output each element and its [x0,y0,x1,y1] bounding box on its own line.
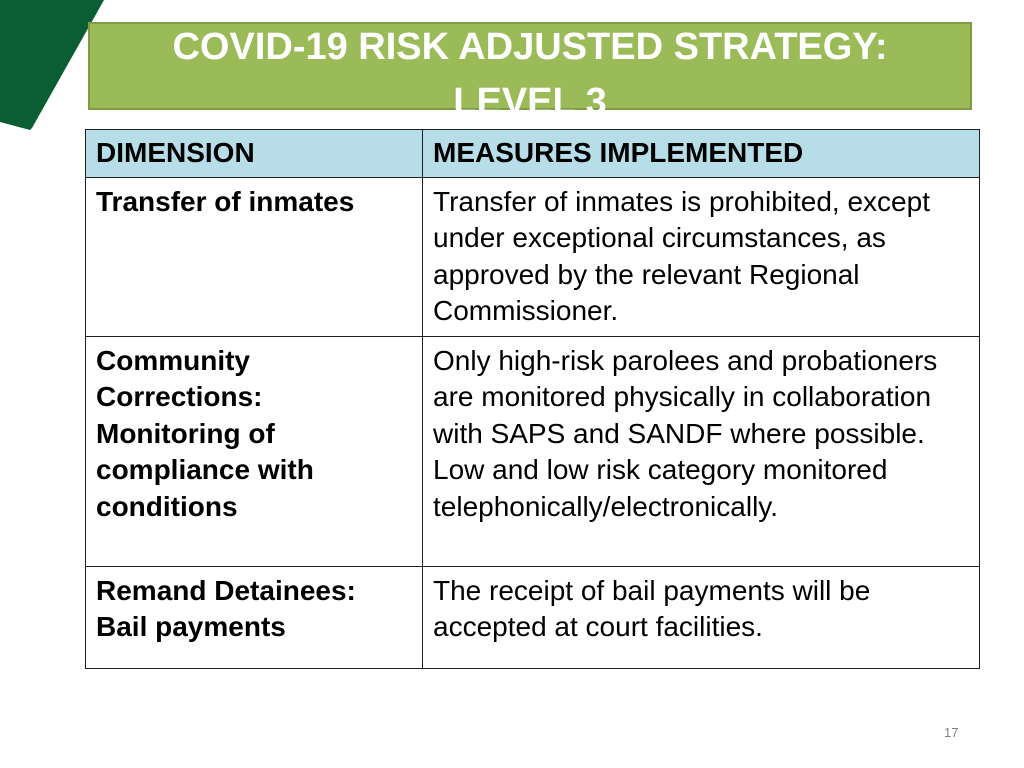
table-row [86,336,980,566]
table-row [86,177,980,336]
measures-table [85,129,980,669]
measure-text: Transfer of inmates is prohibited, except under exceptional circumstances, as approved by the relevant Regional Commissioner. [433,185,930,326]
dimension-cell: Remand Detainees: Bail payments [86,566,423,668]
dimension-cell: Community Corrections: Monitoring of compliance with conditions [86,336,423,566]
measure-text: Low and low risk category monitored telephonically/electronically. [433,454,888,522]
dimension-cell: Transfer of inmates [86,177,423,336]
measures-cell [423,177,980,336]
header-dimension: DIMENSION [86,130,423,178]
measure-text: Only high-risk parolees and probationers are monitored physically in collaboration with SAPS and SANDF where possible. [433,344,938,449]
page-number: 17 [944,725,959,740]
measures-cell [423,336,980,566]
slide-title-line-1: COVID-19 RISK ADJUSTED STRATEGY: [172,26,888,68]
slide-title-line-2: LEVEL 3 [453,81,607,123]
table-header-row [86,130,980,178]
slide-title [88,20,972,130]
table-row [86,566,980,668]
header-measures-implemented: MEASURES IMPLEMENTED [423,130,980,178]
measures-cell [423,566,980,668]
measure-text: The receipt of bail payments will be accepted at court facilities. [433,574,871,642]
